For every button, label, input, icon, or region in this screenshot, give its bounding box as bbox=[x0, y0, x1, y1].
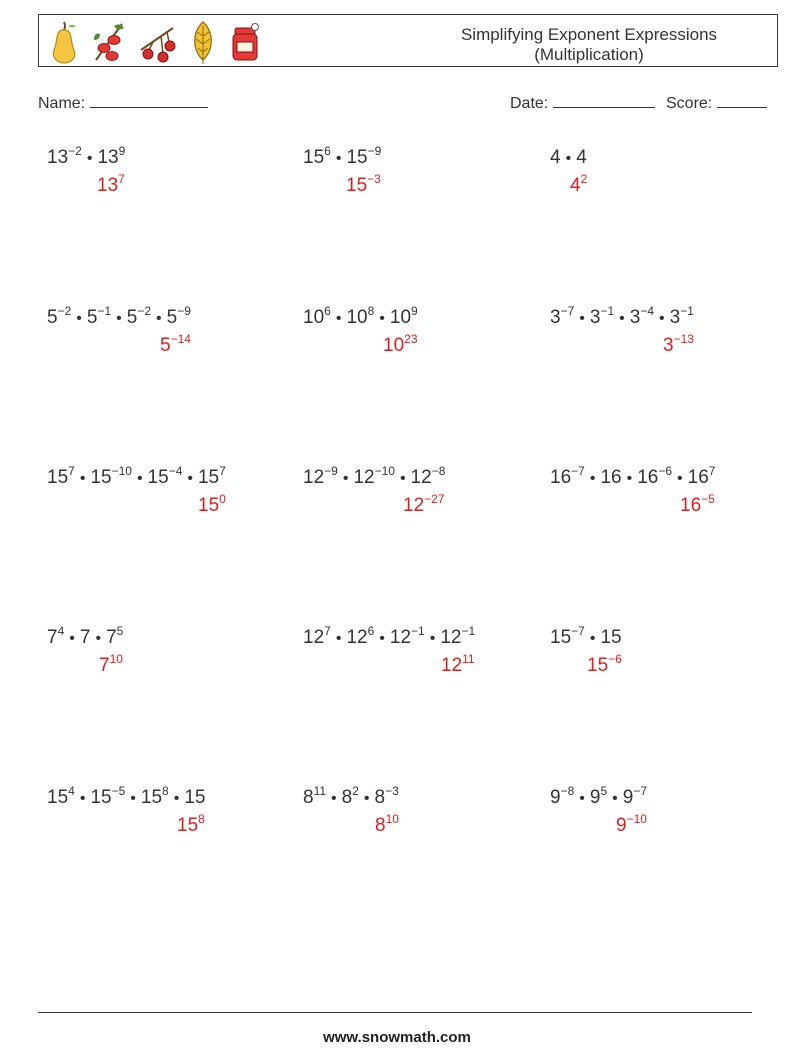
term: 15 bbox=[600, 627, 622, 648]
term: $7^5$ bbox=[106, 623, 124, 648]
problem-answer bbox=[570, 171, 588, 197]
term: 7 bbox=[79, 627, 91, 648]
score-label: Score: bbox=[666, 95, 713, 112]
term: $15^4$ bbox=[47, 783, 75, 808]
date-field[interactable] bbox=[510, 93, 655, 113]
term: $15^{-9}$ bbox=[346, 143, 382, 168]
answer-power: $12^{11}$ bbox=[441, 651, 475, 676]
date-blank[interactable] bbox=[553, 93, 655, 108]
problem-item bbox=[303, 783, 399, 836]
problem-answer bbox=[160, 331, 191, 357]
term: $16^{-7}$ bbox=[550, 463, 585, 488]
problem-item bbox=[550, 303, 694, 356]
problem-answer bbox=[663, 331, 694, 357]
date-label: Date: bbox=[510, 95, 549, 112]
term: $12^{-10}$ bbox=[353, 463, 395, 488]
problem-answer bbox=[383, 331, 418, 357]
answer-power: $7^{10}$ bbox=[99, 651, 123, 676]
multiply-dot: • bbox=[331, 790, 337, 807]
footer-url: www.snowmath.com bbox=[323, 1029, 471, 1046]
answer-power: $8^{10}$ bbox=[375, 811, 399, 836]
term: 4 bbox=[576, 147, 587, 168]
term: $12^7$ bbox=[303, 623, 331, 648]
problem-answer bbox=[99, 651, 123, 677]
answer-power: $15^{-3}$ bbox=[346, 171, 381, 196]
term: $5^{-1}$ bbox=[86, 303, 112, 328]
multiply-dot: • bbox=[579, 790, 585, 807]
term: $12^{-8}$ bbox=[410, 463, 446, 488]
term: $13^9$ bbox=[97, 143, 126, 168]
problem-expression bbox=[47, 783, 206, 809]
problem-expression bbox=[47, 623, 124, 649]
term: $12^{-1}$ bbox=[440, 623, 476, 648]
problem-item bbox=[550, 147, 588, 196]
problem-item bbox=[47, 783, 206, 836]
problem-answer bbox=[616, 811, 647, 837]
multiply-dot: • bbox=[69, 630, 75, 647]
problem-item bbox=[550, 623, 622, 676]
term: $15^{-5}$ bbox=[90, 783, 126, 808]
problem-answer bbox=[177, 811, 205, 837]
multiply-dot: • bbox=[79, 470, 86, 487]
name-label: Name: bbox=[38, 95, 86, 112]
term: $12^{-9}$ bbox=[303, 463, 338, 488]
answer-power: $15^0$ bbox=[198, 491, 226, 516]
multiply-dot: • bbox=[187, 470, 193, 487]
term: $10^6$ bbox=[303, 303, 331, 328]
problem-expression bbox=[550, 303, 694, 329]
term: $3^{-1}$ bbox=[669, 303, 694, 328]
term: 4 bbox=[550, 147, 561, 168]
multiply-dot: • bbox=[136, 470, 143, 487]
multiply-dot: • bbox=[429, 630, 436, 647]
multiply-dot: • bbox=[130, 790, 136, 807]
leaf-icon bbox=[190, 20, 216, 64]
multiply-dot: • bbox=[335, 150, 342, 167]
answer-power: $4^2$ bbox=[570, 171, 588, 196]
answer-power: $12^{-27}$ bbox=[403, 491, 445, 516]
multiply-dot: • bbox=[335, 630, 342, 647]
term: $8^{-3}$ bbox=[374, 783, 399, 808]
problem-expression bbox=[47, 463, 226, 489]
problem-expression bbox=[550, 147, 587, 169]
multiply-dot: • bbox=[379, 310, 385, 327]
multiply-dot: • bbox=[565, 150, 572, 167]
term: $9^{-7}$ bbox=[622, 783, 648, 808]
term: $13^{-2}$ bbox=[47, 143, 82, 168]
problem-expression bbox=[550, 783, 648, 809]
multiply-dot: • bbox=[589, 630, 596, 647]
term: $15^{-4}$ bbox=[147, 463, 183, 488]
term: $5^{-2}$ bbox=[126, 303, 152, 328]
term: $10^8$ bbox=[346, 303, 375, 328]
problem-item bbox=[47, 143, 126, 196]
term: $10^9$ bbox=[389, 303, 418, 328]
problem-item bbox=[47, 463, 226, 516]
problem-expression bbox=[303, 303, 418, 329]
worksheet-title bbox=[439, 25, 739, 65]
problem-item bbox=[47, 303, 191, 356]
problem-expression bbox=[550, 463, 716, 489]
problem-answer bbox=[587, 651, 622, 677]
multiply-dot: • bbox=[379, 630, 385, 647]
problem-item bbox=[303, 143, 382, 196]
term: $15^8$ bbox=[140, 783, 169, 808]
multiply-dot: • bbox=[116, 310, 122, 327]
problem-answer bbox=[346, 171, 381, 197]
problem-answer bbox=[198, 491, 226, 517]
term: $5^{-2}$ bbox=[47, 303, 72, 328]
problem-expression bbox=[47, 143, 126, 169]
cherry-branch-icon bbox=[139, 20, 177, 64]
multiply-dot: • bbox=[589, 470, 596, 487]
problem-item bbox=[303, 303, 418, 356]
term: $8^2$ bbox=[341, 783, 359, 808]
multiply-dot: • bbox=[677, 470, 683, 487]
term: 16 bbox=[600, 467, 622, 488]
problem-item bbox=[47, 623, 124, 676]
term: $15^7$ bbox=[47, 463, 75, 488]
name-blank[interactable] bbox=[90, 93, 208, 108]
multiply-dot: • bbox=[619, 310, 625, 327]
answer-power: $15^{-6}$ bbox=[587, 651, 622, 676]
problem-answer bbox=[97, 171, 125, 197]
problem-item bbox=[550, 783, 648, 836]
term: $8^{11}$ bbox=[303, 783, 327, 808]
multiply-dot: • bbox=[156, 310, 162, 327]
name-field[interactable] bbox=[38, 93, 208, 113]
icon-strip bbox=[49, 19, 261, 65]
multiply-dot: • bbox=[86, 150, 93, 167]
problem-expression bbox=[303, 463, 446, 489]
term: $12^{-1}$ bbox=[389, 623, 425, 648]
multiply-dot: • bbox=[79, 790, 86, 807]
answer-power: $9^{-10}$ bbox=[616, 811, 647, 836]
term: 15 bbox=[184, 787, 206, 808]
multiply-dot: • bbox=[363, 790, 370, 807]
multiply-dot: • bbox=[95, 630, 102, 647]
pear-icon bbox=[49, 20, 79, 64]
answer-power: $5^{-14}$ bbox=[160, 331, 191, 356]
multiply-dot: • bbox=[76, 310, 82, 327]
term: $16^7$ bbox=[687, 463, 716, 488]
footer-divider bbox=[38, 1012, 752, 1013]
multiply-dot: • bbox=[579, 310, 585, 327]
term: $3^{-7}$ bbox=[550, 303, 575, 328]
term: $3^{-1}$ bbox=[589, 303, 615, 328]
problem-item bbox=[303, 623, 476, 676]
problem-item bbox=[303, 463, 446, 516]
multiply-dot: • bbox=[173, 790, 180, 807]
answer-power: $16^{-5}$ bbox=[680, 491, 715, 516]
term: $15^{-10}$ bbox=[90, 463, 132, 488]
multiply-dot: • bbox=[659, 310, 665, 327]
multiply-dot: • bbox=[612, 790, 618, 807]
term: $12^6$ bbox=[346, 623, 375, 648]
problem-item bbox=[550, 463, 716, 516]
problem-answer bbox=[375, 811, 399, 837]
term: $7^4$ bbox=[47, 623, 65, 648]
problem-expression bbox=[550, 623, 622, 649]
problem-expression bbox=[303, 783, 399, 809]
score-field[interactable] bbox=[666, 93, 767, 113]
multiply-dot: • bbox=[626, 470, 633, 487]
problem-answer bbox=[441, 651, 475, 677]
term: $16^{-6}$ bbox=[637, 463, 673, 488]
jam-jar-icon bbox=[229, 20, 261, 64]
problem-answer bbox=[403, 491, 445, 517]
problem-expression bbox=[303, 143, 382, 169]
multiply-dot: • bbox=[399, 470, 406, 487]
problem-expression bbox=[303, 623, 476, 649]
term: $9^5$ bbox=[589, 783, 608, 808]
answer-power: $13^7$ bbox=[97, 171, 125, 196]
problem-expression bbox=[47, 303, 191, 329]
multiply-dot: • bbox=[342, 470, 349, 487]
multiply-dot: • bbox=[335, 310, 342, 327]
score-blank[interactable] bbox=[717, 93, 767, 108]
term: $5^{-9}$ bbox=[166, 303, 191, 328]
answer-power: $15^8$ bbox=[177, 811, 205, 836]
answer-power: $3^{-13}$ bbox=[663, 331, 694, 356]
term: $15^7$ bbox=[197, 463, 226, 488]
title-line-1: Simplifying Exponent Expressions bbox=[460, 25, 718, 44]
term: $9^{-8}$ bbox=[550, 783, 575, 808]
term: $3^{-4}$ bbox=[629, 303, 655, 328]
term: $15^{-7}$ bbox=[550, 623, 585, 648]
answer-power: $10^{23}$ bbox=[383, 331, 418, 356]
worksheet-header bbox=[38, 14, 778, 67]
problem-answer bbox=[680, 491, 715, 517]
term: $15^6$ bbox=[303, 143, 331, 168]
title-line-2: (Multiplication) bbox=[534, 45, 644, 64]
rosehip-branch-icon bbox=[92, 20, 126, 64]
